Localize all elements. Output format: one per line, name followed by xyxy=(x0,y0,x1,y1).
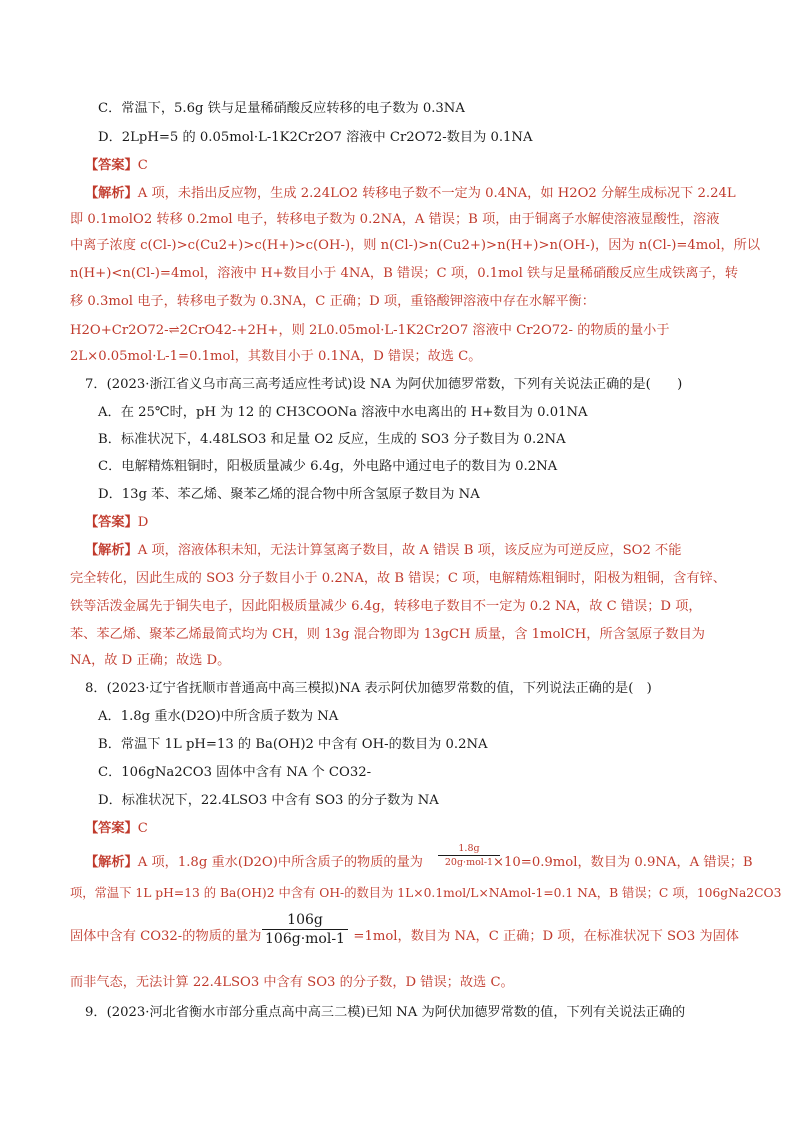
option-a-q7: A．在 25℃时，pH 为 12 的 CH3COONa 溶液中水电离出的 H+数目为 0.01NA xyxy=(98,405,588,420)
analysis-q6-line1 xyxy=(85,185,736,203)
fraction-bar xyxy=(262,929,348,930)
option-c-q7: C．电解精炼粗铜时，阳极质量减少 6.4g，外电路中通过电子的数目为 0.2NA xyxy=(98,459,558,474)
analysis-text-b: ×10=0.9mol，数目为 0.9NA，A 错误；B xyxy=(492,855,753,870)
answer-tag: 【答案】 xyxy=(85,515,138,530)
answer-tag: 【答案】 xyxy=(85,821,138,836)
fraction-numerator: 106g xyxy=(287,912,323,928)
fraction-bar xyxy=(438,855,500,856)
answer-value: C xyxy=(137,158,148,173)
analysis-text-b: =1mol，数目为 NA，C 正确；D 项，在标准状况下 SO3 为固体 xyxy=(353,929,739,944)
option-c-q6: C．常温下，5.6g 铁与足量稀硝酸反应转移的电子数为 0.3NA xyxy=(98,101,465,116)
answer-q7 xyxy=(85,514,740,532)
analysis-q8-line1 xyxy=(85,854,753,872)
analysis-q6-line6: H2O+Cr2O72-⇌2CrO42-+2H+，则 2L0.05mol·L-1K2Cr2O7 溶液中 Cr2O72- 的物质的量小于 xyxy=(70,323,670,338)
analysis-text-a: A 项，1.8g 重水(D2O)中所含质子的物质的量为 xyxy=(137,855,423,870)
fraction-numerator: 1.8g xyxy=(458,843,480,854)
answer-value: C xyxy=(137,821,148,836)
analysis-text: A 项，溶液体积未知，无法计算氢离子数目，故 A 错误 B 项，该反应为可逆反应，SO2 不能 xyxy=(137,543,682,558)
option-d-q8: D．标准状况下，22.4LSO3 中含有 SO3 的分子数为 NA xyxy=(98,793,439,808)
fraction-denominator: 106g·mol-1 xyxy=(265,931,345,947)
option-b-q8: B．常温下 1L pH=13 的 Ba(OH)2 中含有 OH-的数目为 0.2NA xyxy=(98,737,488,752)
question-8: 8．(2023·辽宁省抚顺市普通高中高三模拟)NA 表示阿伏加德罗常数的值，下列说法正确的是( ) xyxy=(85,681,652,696)
analysis-tag: 【解析】 xyxy=(85,186,138,201)
question-7: 7．(2023·浙江省义乌市高三高考适应性考试)设 NA 为阿伏加德罗常数，下列有关说法正确的是( ) xyxy=(85,377,683,392)
analysis-q8-line4: 而非气态，无法计算 22.4LSO3 中含有 SO3 的分子数，D 错误；故选 C。 xyxy=(70,975,514,990)
option-d-q7: D．13g 苯、苯乙烯、聚苯乙烯的混合物中所含氢原子数目为 NA xyxy=(98,487,480,502)
option-d-q6: D．2LpH=5 的 0.05mol·L-1K2Cr2O7 溶液中 Cr2O72-数目为 0.1NA xyxy=(98,130,533,145)
analysis-q8-line2: 项，常温下 1L pH=13 的 Ba(OH)2 中含有 OH-的数目为 1L×0.1mol/L×NAmol-1=0.1 NA，B 错误；C 项，106gNa2CO3 xyxy=(70,886,782,900)
option-c-q8: C．106gNa2CO3 固体中含有 NA 个 CO32- xyxy=(98,765,372,780)
fraction-co3-moles xyxy=(262,912,348,947)
option-a-q8: A．1.8g 重水(D2O)中所含质子数为 NA xyxy=(98,709,339,724)
analysis-q6-line5: 移 0.3mol 电子，转移电子数为 0.3NA，C 正确；D 项，重铬酸钾溶液中存在水解平衡： xyxy=(70,294,595,309)
analysis-q7-line3: 铁等活泼金属先于铜失电子，因此阳极质量减少 6.4g，转移电子数目不一定为 0.2 NA，故 C 错误；D 项， xyxy=(70,599,702,614)
question-9: 9．(2023·河北省衡水市部分重点高中高三二模)已知 NA 为阿伏加德罗常数的值，下列有关说法正确的 xyxy=(85,1005,686,1020)
analysis-text-a: 固体中含有 CO32-的物质的量为 xyxy=(70,929,262,944)
answer-q6 xyxy=(85,157,740,175)
analysis-q6-line3: 中离子浓度 c(Cl-)>c(Cu2+)>c(H+)>c(OH-)，则 n(Cl-)>n(Cu2+)>n(H+)>n(OH-)，因为 n(Cl-)=4mol，所以 xyxy=(70,238,761,253)
option-b-q7: B．标准状况下，4.48LSO3 和足量 O2 反应，生成的 SO3 分子数目为 0.2NA xyxy=(98,432,566,447)
fraction-denominator: 20g·mol-1 xyxy=(444,857,494,868)
analysis-tag: 【解析】 xyxy=(85,543,138,558)
fraction-mass-over-molar xyxy=(438,843,500,868)
analysis-q6-line7: 2L×0.05mol·L-1=0.1mol，其数目小于 0.1NA，D 错误；故选 C。 xyxy=(70,349,482,364)
answer-tag: 【答案】 xyxy=(85,158,138,173)
analysis-tag: 【解析】 xyxy=(85,855,138,870)
analysis-q7-line5: NA，故 D 正确；故选 D。 xyxy=(70,653,231,668)
answer-value: D xyxy=(137,515,149,530)
analysis-text: A 项，未指出反应物，生成 2.24LO2 转移电子数不一定为 0.4NA，如 H2O2 分解生成标况下 2.24L xyxy=(137,186,736,201)
analysis-q6-line4: n(H+)<n(Cl-)=4mol，溶液中 H+数目小于 4NA，B 错误；C 项，0.1mol 铁与足量稀硝酸反应生成铁离子，转 xyxy=(70,266,739,281)
answer-q8 xyxy=(85,820,740,838)
analysis-q7-line4: 苯、苯乙烯、聚苯乙烯最简式均为 CH，则 13g 混合物即为 13gCH 质量，含 1molCH，所含氢原子数目为 xyxy=(70,627,705,642)
analysis-q6-line2: 即 0.1molO2 转移 0.2mol 电子，转移电子数为 0.2NA，A 错误；B 项，由于铜离子水解使溶液显酸性，溶液 xyxy=(70,212,720,227)
analysis-q7-line2: 完全转化，因此生成的 SO3 分子数目小于 0.2NA，故 B 错误；C 项，电解精炼粗铜时，阳极为粗铜，含有锌、 xyxy=(70,571,726,586)
analysis-q7-line1 xyxy=(85,542,725,560)
analysis-q8-line3 xyxy=(70,928,739,946)
